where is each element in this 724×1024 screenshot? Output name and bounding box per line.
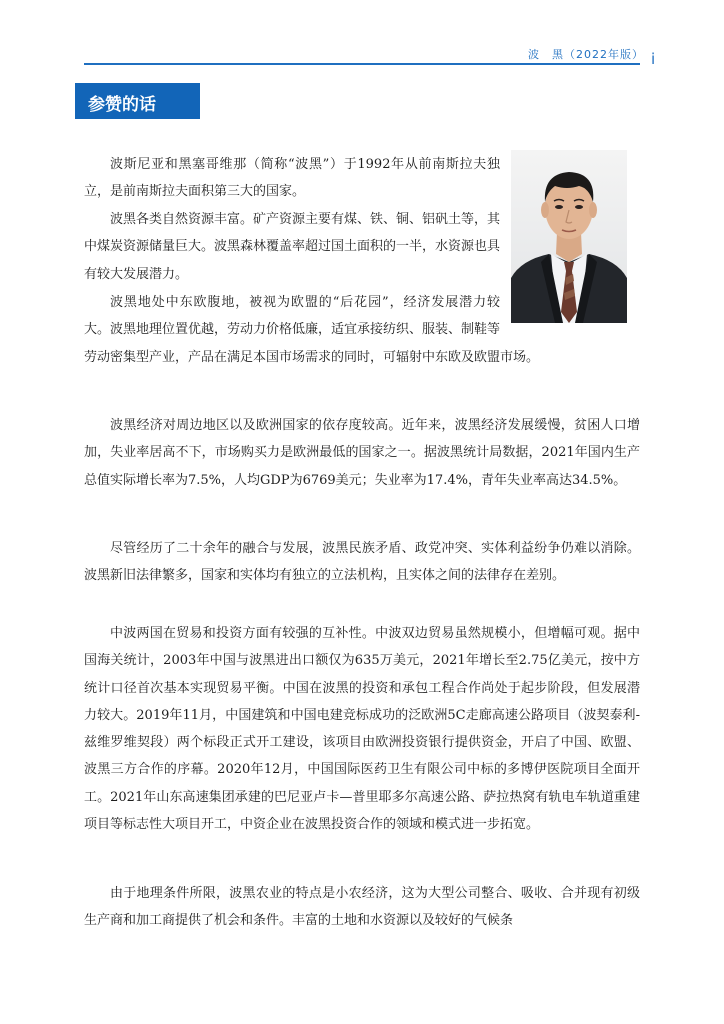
paragraph-text: 波黑地处中东欧腹地，被视为欧盟的“后花园”，经济发展潜力较大。波黑地理位置优越，劳动力价格低廉，适宜承接纺织、服装、制鞋等劳动密集型产业，产品在满足本国市场需求的同时，可辐射中东欧及欧盟市场。 xyxy=(84,289,640,371)
paragraph xyxy=(84,289,640,371)
running-head: 波 黑（2022年版） xyxy=(528,48,644,61)
section-title: 参赞的话 xyxy=(88,95,156,115)
paragraph: 波斯尼亚和黑塞哥维那（简称“波黑”）于1992年从前南斯拉夫独立，是前南斯拉夫面积第三大的国家。 xyxy=(84,157,500,200)
page-number: i xyxy=(651,50,656,68)
paragraph: 由于地理条件所限，波黑农业的特点是小农经济，这为大型公司整合、吸收、合并现有初级生产商和加工商提供了机会和条件。丰富的土地和水资源以及较好的气候条 xyxy=(84,886,640,929)
paragraph: 尽管经历了二十余年的融合与发展，波黑民族矛盾、政党冲突、实体利益纷争仍难以消除。波黑新旧法律繁多，国家和实体均有独立的立法机构，且实体之间的法律存在差别。 xyxy=(84,541,640,584)
header-rule xyxy=(84,63,640,65)
paragraph: 波黑各类自然资源丰富。矿产资源主要有煤、铁、铜、铝矾土等，其中煤炭资源储量巨大。波黑森林覆盖率超过国土面积的一半，水资源也具有较大发展潜力。 xyxy=(84,212,501,282)
portrait-wrap-spacer xyxy=(500,289,640,329)
paragraph: 波黑经济对周边地区以及欧洲国家的依存度较高。近年来，波黑经济发展缓慢，贫困人口增加，失业率居高不下，市场购买力是欧洲最低的国家之一。据波黑统计局数据，2021年国内生产总值实际增长率为7.5%，人均GDP为6769美元；失业率为17.4%，青年失业率高达34.5%。 xyxy=(84,418,640,488)
paragraph: 中波两国在贸易和投资方面有较强的互补性。中波双边贸易虽然规模小，但增幅可观。据中国海关统计，2003年中国与波黑进出口额仅为635万美元，2021年增长至2.75亿美元，按中方统计口径首次基本实现贸易平衡。中国在波黑的投资和承包工程合作尚处于起步阶段，但发展潜力较大。2019年11月，中国建筑和中国电建竞标成功的泛欧洲5C走廊高速公路项目（波契泰利-兹维罗维契段）两个标段正式开工建设，该项目由欧洲投资银行提供资金，开启了中国、欧盟、波黑三方合作的序幕。2020年12月，中国国际医药卫生有限公司中标的多博伊医院项目全面开工。2021年山东高速集团承建的巴尼亚卢卡—普里耶多尔高速公路、萨拉热窝有轨电车轨道重建项目等标志性大项目开工，中资企业在波黑投资合作的领域和模式进一步拓宽。 xyxy=(84,626,640,833)
section-title-bar xyxy=(75,83,200,119)
